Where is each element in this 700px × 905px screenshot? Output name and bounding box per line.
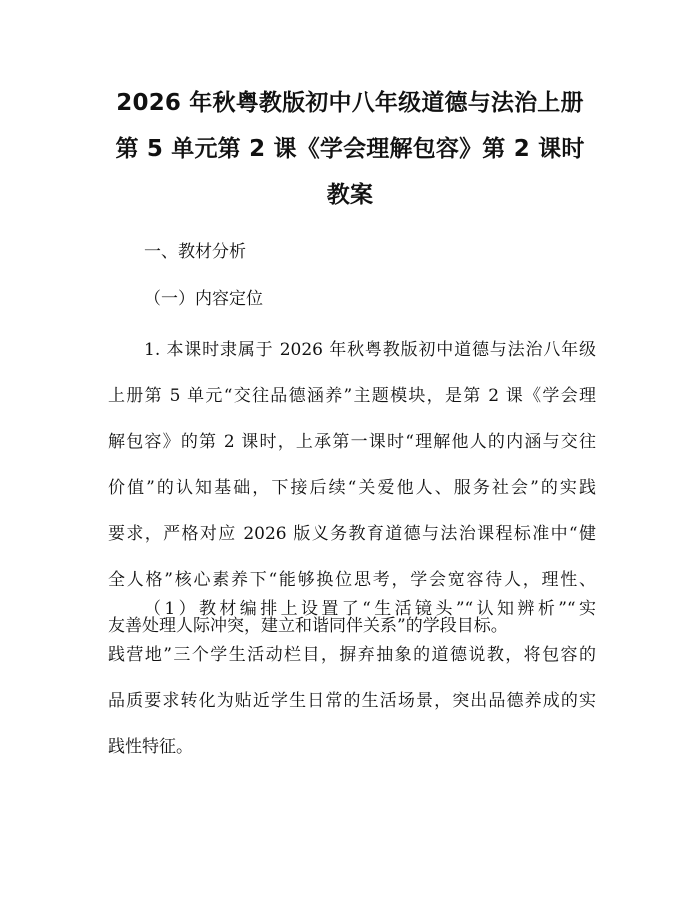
paragraph-2-line: （1）教材编排上设置了“生活镜头”“认知辨析”“实 xyxy=(144,599,596,619)
paragraph-1-line: 全人格”核心素养下“能够换位思考，学会宽容待人，理性、 xyxy=(108,570,596,590)
subsection-heading: （一）内容定位 xyxy=(144,289,263,309)
paragraph-1-line: 价值”的认知基础，下接后续“关爱他人、服务社会”的实践 xyxy=(108,478,596,498)
paragraph-1-line: 友善处理人际冲突，建立和谐同伴关系”的学段目标。 xyxy=(108,616,508,636)
paragraph-1-line: 要求，严格对应 2026 版义务教育道德与法治课程标准中“健 xyxy=(108,524,596,544)
paragraph-1-line: 解包容》的第 2 课时，上承第一课时“理解他人的内涵与交往 xyxy=(108,432,596,452)
paragraph-1-line: 1. 本课时隶属于 2026 年秋粤教版初中道德与法治八年级 xyxy=(144,340,596,360)
paragraph-2-line: 践性特征。 xyxy=(108,737,193,757)
document-title-line-1: 2026 年秋粤教版初中八年级道德与法治上册 xyxy=(116,90,584,116)
paragraph-2-line: 品质要求转化为贴近学生日常的生活场景，突出品德养成的实 xyxy=(108,691,596,711)
section-heading: 一、教材分析 xyxy=(144,242,246,262)
document-title-line-2: 第 5 单元第 2 课《学会理解包容》第 2 课时 xyxy=(115,136,585,162)
paragraph-1-line: 上册第 5 单元“交往品德涵养”主题模块，是第 2 课《学会理 xyxy=(108,386,596,406)
document-title-line-3: 教案 xyxy=(326,182,374,208)
paragraph-2-line: 践营地”三个学生活动栏目，摒弃抽象的道德说教，将包容的 xyxy=(108,645,596,665)
